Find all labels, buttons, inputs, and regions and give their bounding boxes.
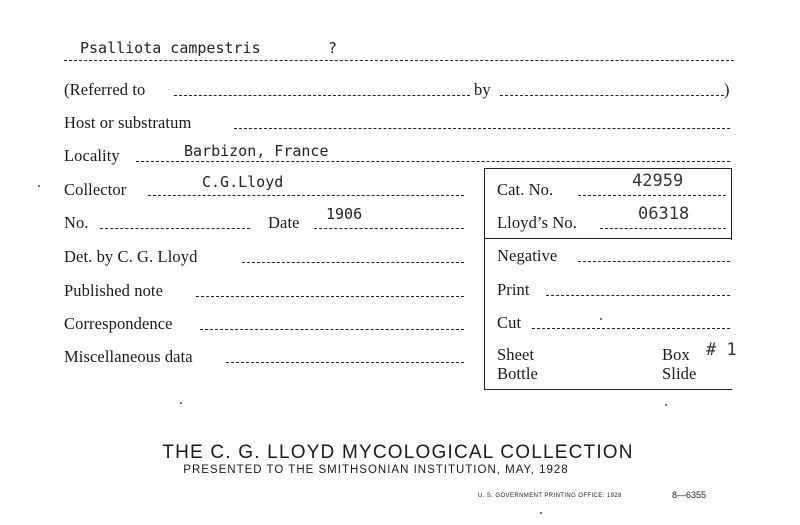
slide-label: Slide xyxy=(662,364,697,383)
date-label: Date xyxy=(268,213,300,232)
lloyds-no-value: 06318 xyxy=(638,204,690,224)
lloyds-no-line xyxy=(600,228,726,229)
by-line xyxy=(500,95,724,96)
published-note-label: Published note xyxy=(64,281,164,300)
sheet-label: Sheet xyxy=(497,345,535,364)
print-line xyxy=(546,295,730,296)
correspondence-line xyxy=(200,329,464,330)
cut-line xyxy=(532,328,730,329)
no-label: No. xyxy=(64,213,89,232)
misc-label: Miscellaneous data xyxy=(64,347,193,366)
cut-label: Cut xyxy=(497,313,522,332)
bottle-label: Bottle xyxy=(497,364,538,383)
form-code: 8—6355 xyxy=(672,490,707,500)
collector-line xyxy=(148,195,464,196)
close-paren: ) xyxy=(724,80,730,99)
referred-to-line xyxy=(174,95,470,96)
specimen-name: Psalliota campestris xyxy=(80,39,261,57)
box-divider xyxy=(484,238,732,239)
cat-no-label: Cat. No. xyxy=(497,180,554,199)
box-right-border xyxy=(731,168,732,240)
scan-speck xyxy=(665,404,667,406)
collector-value: C.G.Lloyd xyxy=(202,173,284,191)
scan-speck xyxy=(38,185,40,187)
host-line xyxy=(234,128,730,129)
print-label: Print xyxy=(497,280,530,299)
negative-label: Negative xyxy=(497,246,558,265)
correspondence-label: Correspondence xyxy=(64,314,173,333)
printing-office-note: U. S. GOVERNMENT PRINTING OFFICE: 1928 xyxy=(478,493,622,499)
collection-title: THE C. G. LLOYD MYCOLOGICAL COLLECTION xyxy=(162,442,634,463)
date-line xyxy=(314,228,464,229)
scan-speck xyxy=(600,318,602,320)
locality-line xyxy=(136,161,730,162)
scan-speck xyxy=(180,402,182,404)
locality-label: Locality xyxy=(64,146,120,165)
box-left-border xyxy=(484,168,485,390)
no-line xyxy=(100,228,250,229)
collection-subtitle: PRESENTED TO THE SMITHSONIAN INSTITUTION, MAY, 1928 xyxy=(183,464,569,476)
date-value: 1906 xyxy=(326,205,363,223)
host-label: Host or substratum xyxy=(64,113,192,132)
negative-line xyxy=(578,261,730,262)
det-by-line xyxy=(242,262,464,263)
cat-no-value: 42959 xyxy=(632,171,684,191)
by-label: by xyxy=(474,80,491,99)
published-note-line xyxy=(196,296,464,297)
det-by-label: Det. by C. G. Lloyd xyxy=(64,247,198,266)
box-top-border xyxy=(484,168,732,169)
box-label: Box xyxy=(662,345,690,364)
scan-speck xyxy=(540,512,542,514)
box-bottom-border xyxy=(484,389,732,390)
locality-value: Barbizon, France xyxy=(184,142,329,160)
referred-to-label: (Referred to xyxy=(64,80,146,99)
box-value: # 1 xyxy=(706,340,737,360)
misc-line xyxy=(226,362,464,363)
specimen-name-line xyxy=(64,60,734,61)
lloyds-no-label: Lloyd’s No. xyxy=(497,213,577,232)
collector-label: Collector xyxy=(64,180,127,199)
specimen-query-mark: ? xyxy=(328,39,338,57)
cat-no-line xyxy=(578,195,726,196)
